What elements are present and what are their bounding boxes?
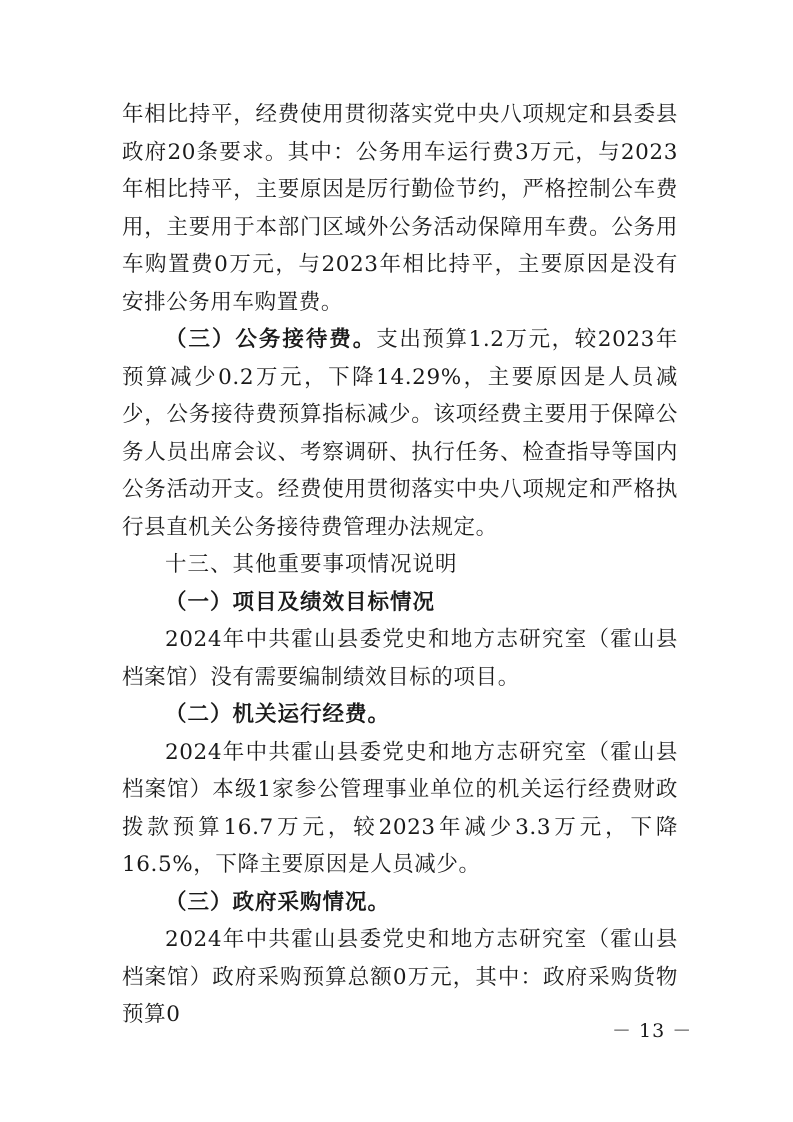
section-heading-13: 十三、其他重要事项情况说明 [165, 552, 458, 577]
paragraph-reception-body: 支出预算1.2万元，较2023年预算减少0.2万元，下降14.29%，主要原因是人员减少，公务接待费预算指标减少。该项经费主要用于保障公务人员出席会议、考察调研、执行任务、检查指导等国内公务活动开支。经费使用贯彻落实中央八项规定和严格执行县直机关公务接待费管理办法规定。 [122, 327, 678, 540]
subheading-operating-costs: （二）机关运行经费。 [165, 702, 391, 727]
subheading-performance-goals: （一）项目及绩效目标情况 [165, 589, 436, 615]
page-number: － 13 － [612, 1020, 693, 1042]
subheading-procurement: （三）政府采购情况。 [165, 889, 391, 915]
document-body [122, 96, 678, 1034]
paragraph-performance-goals: 2024年中共霍山县委党史和地方志研究室（霍山县档案馆）没有需要编制绩效目标的项目。 [122, 627, 678, 690]
paragraph-vehicle-costs: 年相比持平，经费使用贯彻落实党中央八项规定和县委县政府20条要求。其中：公务用车运行费3万元，与2023年相比持平，主要原因是厉行勤俭节约，严格控制公车费用，主要用于本部门区域外公务活动保障用车费。公务用车购置费0万元，与2023年相比持平，主要原因是没有安排公务用车购置费。 [122, 102, 678, 315]
paragraph-operating-costs: 2024年中共霍山县委党史和地方志研究室（霍山县档案馆）本级1家参公管理事业单位的机关运行经费财政拨款预算16.7万元，较2023年减少3.3万元，下降16.5%，下降主要原因是人员减少。 [122, 739, 678, 877]
paragraph-procurement: 2024年中共霍山县委党史和地方志研究室（霍山县档案馆）政府采购预算总额0万元，其中：政府采购货物预算0 [122, 927, 678, 1027]
paragraph-reception-costs [122, 321, 678, 546]
heading-reception-costs: （三）公务接待费。 [165, 327, 377, 352]
